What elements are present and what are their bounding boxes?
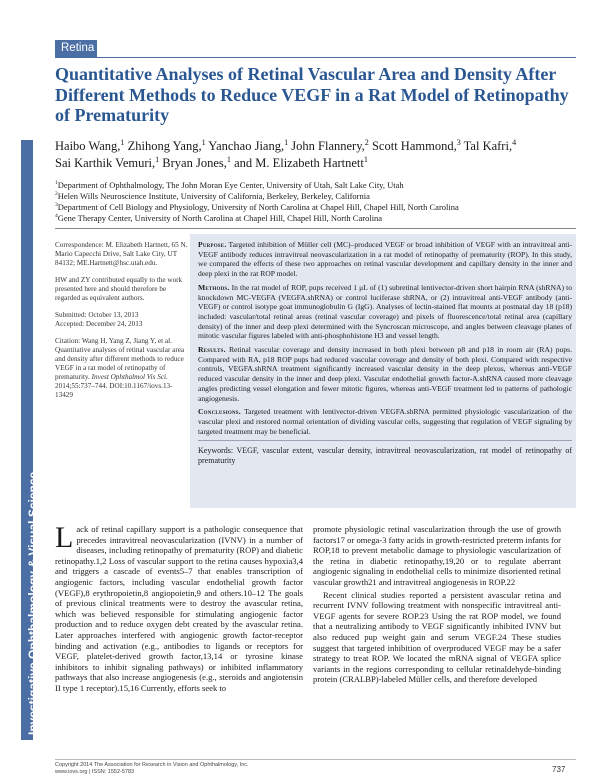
author-list: Haibo Wang,$^1$ Zhihong Yang,$^1$ Yanchao Jiang,$^1$ John Flannery,$^2$ Scott Hammond,$^3$ Tal Kafri,$^4$ Sai Karthik Vemuri,$^1$ Bryan Jones,$^1$ and M. Elizabeth Hartnett$^1$ [55,137,517,170]
copyright [55,762,375,776]
contribution-note: HW and ZY contributed equally to the work presented here and should therefore be regarded as equivalent authors. [55,276,183,302]
body-column-left [55,521,303,694]
author: and M. Elizabeth Hartnett [230,156,364,170]
affiliation-line: $^1$Department of Ophthalmology, The John Moran Eye Center, University of Utah, Salt Lake City, Utah [55,180,404,190]
citation-note: Citation: Wang H, Yang Z, Jiang Y, et al. Quantitative analyses of retinal vascular area and density after different methods to reduce VEGF in a rat model of retinopathy of prematurity. Invest Ophthalmol Vis Sci. 2014;55:737–744. DOI:10.1167/iovs.13-13429 [55,337,185,399]
correspondence-note: Correspondence: M. Elizabeth Hartnett, 65 N. Mario Capecchi Drive, Salt Lake City, UT 84132; ME.Hartnett@hsc.utah.edu. [55,241,188,267]
side-notes [55,241,190,408]
author: Bryan Jones, [159,156,227,170]
journal-sidebar-label: Investigative Ophthalmology & Visual Science [26,471,40,735]
body-column-right [313,524,561,687]
issn-line: www.iovs.org | ISSN: 1552-5783 [55,769,135,775]
page-number: 737 [552,765,566,774]
body-paragraph: ack of retinal capillary support is a pathologic consequence that precedes intravitreal neovascularization (IVNV) in a number of diseases, including retinopathy of prematurity (ROP) and diabetic retinopathy.1,2 Loss of vascular support to the retina causes hypoxia3,4 and triggers a cascade of events5–7 that enables transcription of angiogenic factors, including vascular endothelial growth factor (VEGF),8 erythropoietin,8 angiopoietin,9 and others.10–12 The goals of previous clinical treatments were to destroy the avascular retina, which was believed responsible for stimulating angiogenic factor production and to reduce oxygen debt created by the avascular retina. Later approaches interfered with angiogenic growth factor-receptor binding and activation (e.g., antibodies to ligands or receptors for VEGF, platelet-derived growth factor,13,14 or tyrosine kinase inhibitors to inhibit signaling pathways) or inhibited inflammatory pathways that also increase angiogenesis (e.g., steroids and angiotensin II type 1 receptor).15,16 Currently, efforts seek to [55,524,303,693]
body-paragraph: Recent clinical studies reported a persistent avascular retina and recurrent IVNV following treatment with nonspecific intravitreal anti-VEGF agents for severe ROP.23 Using the rat ROP model, we found that a neutralizing antibody to VEGF significantly inhibited IVNV but also reduced pup weight gain and serum VEGF.24 These studies suggest that targeted inhibition of overproduced VEGF may be a safer strategy to treat ROP. We located the mRNA signal of VEGFA splice variants in the regions corresponding to cellular retinaldehyde-binding protein (CRALBP)-labeled Müller cells, and therefore developed [313,589,561,685]
section-tab: Retina [55,40,97,57]
article-title: Quantitative Analyses of Retinal Vascular Area and Density After Different Methods to Reduce VEGF in a Rat Model of Retinopathy of Prematurity [55,64,569,125]
accepted-date: Accepted: December 24, 2013 [55,320,143,328]
affiliation-line: $^4$Gene Therapy Center, University of North Carolina at Chapel Hill, Chapel Hill, North Carolina [55,213,383,223]
abstract-methods: Methods. In the rat model of ROP, pups received 1 μL of (1) subretinal lentivector-driven short hairpin RNA (shRNA) to knockdown MC-VEGFA (VEGFA.shRNA) or control luciferase shRNA, or (2) intravitreal anti-VEGF antibody (anti-VEGF) or control isotype goat immunoglobulin G (IgG). Analyses of lectin-stained flat mounts at postnatal day 18 (p18) included: vascular/total retinal areas (retinal vascular coverage) and pixels of fluorescence/total retinal area (capillary density) of the inner and deep plexi determined with the Syncroscan microscope, and angles between cleavage planes of mitotic vascular figures labeled with anti-phosphohistone H3 and vessel length. [198,282,572,341]
divider [55,228,576,229]
copyright-line: Copyright 2014 The Association for Research in Vision and Ophthalmology, Inc. [55,762,249,768]
abstract-results: Results. Retinal vascular coverage and density increased in both plexi between p8 and p18 in room air (RA) pups. Compared with RA, p18 ROP pups had reduced vascular coverage and density of both plexi. Compared with respective controls, VEGFA.shRNA treatment significantly increased vascular density in the deep plexus, whereas anti-VEGF reduced vascular density in the inner and deep plexi. Vascular endothelial growth factor-A.shRNA caused more cleavage angles predicting vessel elongation and fewer mitotic figures, whereas anti-VEGF treatment led to patterns of pathologic angiogenesis. [198,345,572,403]
footer-rule [55,759,576,760]
author: Zhihong Yang, [124,139,202,153]
header-rule [55,57,576,58]
affiliation-line: $^2$Helen Wills Neuroscience Institute, University of California, Berkeley, Berkeley, California [55,191,370,201]
affiliation-line: $^3$Department of Cell Biology and Physiology, University of North Carolina at Chapel Hill, Chapel Hill, North Carolina [55,202,459,212]
abstract-conclusions: Conclusions. Targeted treatment with lentivector-driven VEGFA.shRNA permitted physiologic vascularization of the vascular plexi and restored normal orientation of dividing vascular cells, suggesting that regulation of VEGF signaling by targeted treatment may be beneficial. [198,407,572,436]
abstract-purpose: Purpose. Targeted inhibition of Müller cell (MC)–produced VEGF or broad inhibition of VEGF with an intravitreal anti-VEGF antibody reduces intravitreal neovascularization in a rat model of retinopathy of prematurity (ROP). In this study, we compared the effects of these two approaches on retinal vascular development and capillary density in the inner and deep plexi in the rat ROP model. [198,240,572,279]
keywords-divider [198,440,572,441]
author: Tal Kafri, [460,139,513,153]
submitted-date: Submitted: October 13, 2013 [55,311,139,319]
body-paragraph: promote physiologic retinal vascularization through the use of growth factors17 or omega-3 fatty acids in growth-restricted preterm infants for ROP,18 to prevent metabolic damage to physiologic vascularization of the retina in diabetic retinopathy,19,20 or to regulate aberrant angiogenic signaling in endothelial cells to minimize disoriented retinal vascular growth21 and intravitreal angiogenesis in ROP.22 [313,524,561,587]
affiliations [55,180,575,224]
keywords: Keywords: VEGF, vascular extent, vascular density, intravitreal neovascularization, rat model of retinopathy of prematurity [198,446,572,466]
dates-note [55,311,190,329]
author: Sai Karthik Vemuri, [55,156,156,170]
drop-cap: L [55,521,74,554]
abstract [198,240,572,470]
author: John Flannery, [288,139,365,153]
author: Scott Hammond, [368,139,457,153]
author: Yanchao Jiang, [205,139,285,153]
author: Haibo Wang, [55,139,121,153]
